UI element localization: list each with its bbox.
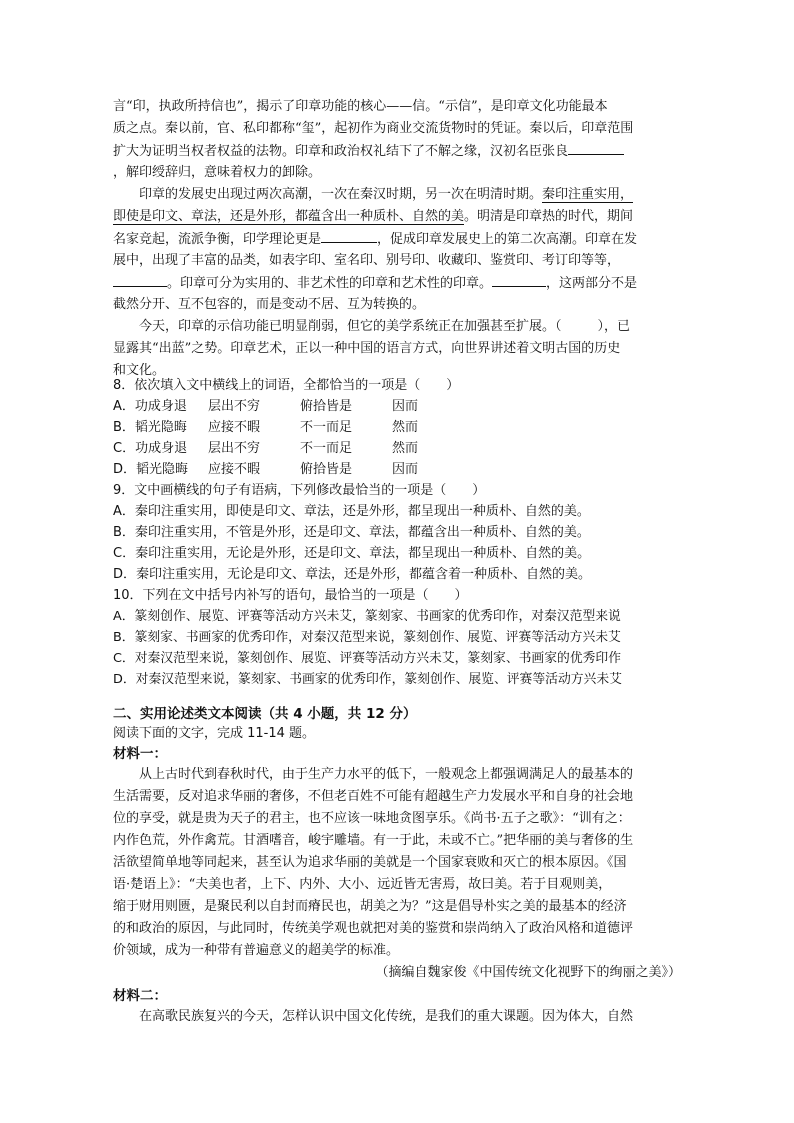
q8-option-b[interactable]: B．韬光隐晦 应接不暇 不一而足 然而 — [113, 420, 419, 435]
passage-line: ，解印绶辞归，意味着权力的卸除。 — [113, 165, 322, 180]
bracket-space[interactable] — [562, 316, 598, 330]
material-line: 生活需要，反对追求华丽的奢侈，不但老百姓不可能有超越生产力发展水平和自身的社会地 — [113, 789, 634, 804]
passage-line: 和文化。 — [113, 363, 166, 378]
passage-line: 质之点。秦以前，官、私印都称“玺”，起初作为商业交流货物时的凭证。秦以后，印章范围 — [113, 121, 634, 136]
material-line: 缩于财用则匮，是聚民利以自封而瘠民也，胡美之为？”这是倡导朴实之美的最基本的经济 — [113, 899, 627, 914]
section-heading: 二、实用论述类文本阅读（共 4 小题，共 12 分） — [113, 706, 417, 722]
underlined-sentence: 秦印注重实用， — [542, 187, 634, 202]
q8-option-d[interactable]: D．韬光隐晦 应接不暇 俯拾皆是 因而 — [113, 462, 419, 477]
material-line: 的和政治的原因，与此同时，传统美学观也就把对美的鉴赏和崇尚纳入了政治风格和道德评 — [113, 921, 634, 936]
q8-option-a[interactable]: A．功成身退 层出不穷 俯拾皆是 因而 — [113, 399, 419, 414]
material-2-label: 材料二： — [113, 988, 167, 1004]
q9-option-d[interactable]: D．秦印注重实用，无论是印文、章法，还是外形，都蕴含着一种质朴、自然的美。 — [113, 567, 592, 582]
material-line: 从上古时代到春秋时代，由于生产力水平的低下，一般观念上都强调满足人的最基本的 — [139, 767, 634, 782]
section-instruction: 阅读下面的文字，完成 11-14 题。 — [113, 726, 316, 741]
q9-option-b[interactable]: B．秦印注重实用，不管是外形，还是印文、章法，都蕴含出一种质朴、自然的美。 — [113, 525, 590, 540]
q10-option-d[interactable]: D．对秦汉范型来说，篆刻家、书画家的优秀印作，篆刻创作、展览、评赛等活动方兴未艾 — [113, 672, 622, 687]
q10-option-b[interactable]: B．篆刻家、书画家的优秀印作，对秦汉范型来说，篆刻创作、展览、评赛等活动方兴未艾 — [113, 630, 621, 645]
passage-line: 。印章可分为实用的、非艺术性的印章和艺术性的印章。 ，这两部分不是 — [113, 272, 683, 296]
fill-blank[interactable] — [321, 228, 377, 243]
passage-line: 截然分开、互不包容的，而是变动不居、互为转换的。 — [113, 297, 426, 312]
material-line: 价领域，成为一种带有普遍意义的超美学的标准。 — [113, 943, 400, 958]
q10-option-c[interactable]: C．对秦汉范型来说，篆刻创作、展览、评赛等活动方兴未艾，篆刻家、书画家的优秀印作 — [113, 651, 622, 666]
material-line: 活欲望简单地等同起来，甚至认为追求华丽的美就是一个国家衰败和灭亡的根本原因。《国 — [113, 855, 627, 870]
q8-option-c[interactable]: C．功成身退 层出不穷 不一而足 然而 — [113, 441, 419, 456]
material-line: 位的享受，就是贵为天子的君主，也不应该一味地贪图享乐。《尚书·五子之歌》：“训有之： — [113, 811, 631, 826]
material-line: 在高歌民族复兴的今天，怎样认识中国文化传统，是我们的重大课题。因为体大，自然 — [139, 1009, 634, 1024]
question-9-stem: 9．文中画横线的句子有语病，下列修改最恰当的一项是（ ） — [113, 483, 486, 498]
material-line: 语·楚语上》：“夫美也者，上下、内外、大小、远近皆无害焉，故曰美。若于目观则美， — [113, 877, 612, 892]
question-8-stem: 8．依次填入文中横线上的词语，全都恰当的一项是（ ） — [113, 378, 460, 393]
question-10-stem: 10．下列在文中括号内补写的语句，最恰当的一项是（ ） — [113, 588, 468, 603]
underlined-sentence: 即使是印文、章法，还是外形，都蕴含出一种质朴、自然的美 — [113, 209, 465, 224]
q10-option-a[interactable]: A．篆刻创作、展览、评赛等活动方兴未艾，篆刻家、书画家的优秀印作，对秦汉范型来说 — [113, 609, 621, 624]
material-line: 内作色荒，外作禽荒。甘酒嗜音，峻宇雕墙。有一于此，未或不亡。”把华丽的美与奢侈的生 — [113, 833, 634, 848]
fill-blank[interactable] — [492, 272, 546, 287]
passage-line: 印章的发展史出现过两次高潮，一次在秦汉时期，另一次在明清时期。秦印注重实用， — [139, 187, 634, 202]
passage-line: 显露其“出蓝”之势。印章艺术，正以一种中国的语言方式，向世界讲述着文明古国的历史 — [113, 341, 621, 356]
q9-option-c[interactable]: C．秦印注重实用，无论是外形，还是印文、章法，都呈现出一种质朴、自然的美。 — [113, 546, 591, 561]
q9-option-a[interactable]: A．秦印注重实用，即使是印文、章法，还是外形，都呈现出一种质朴、自然的美。 — [113, 504, 590, 519]
material-1-source: （摘编自魏家俊《中国传统文化视野下的绚丽之美》） — [375, 965, 681, 980]
passage-line: 名家竞起，流派争衡，印学理论更是 ，促成印章发展史上的第二次高潮。印章在发 — [113, 228, 683, 252]
passage-line: 扩大为证明当权者权益的法物。印章和政治权礼结下了不解之缘，汉初名臣张良 — [113, 140, 683, 164]
passage-line: 今天，印章的示信功能已明显削弱，但它的美学系统正在加强甚至扩展。（ ），已 — [113, 316, 709, 339]
passage-line: 展中，出现了丰富的品类，如表字印、室名印、别号印、收藏印、鉴赏印、考订印等等， — [113, 253, 621, 268]
passage-line: 言“印，执政所持信也”，揭示了印章功能的核心——信。“示信”，是印章文化功能最本 — [113, 99, 608, 114]
fill-blank[interactable] — [113, 272, 167, 287]
passage-line: 即使是印文、章法，还是外形，都蕴含出一种质朴、自然的美。明清是印章热的时代，期间 — [113, 209, 634, 224]
fill-blank[interactable] — [568, 140, 624, 155]
material-1-label: 材料一： — [113, 746, 167, 762]
